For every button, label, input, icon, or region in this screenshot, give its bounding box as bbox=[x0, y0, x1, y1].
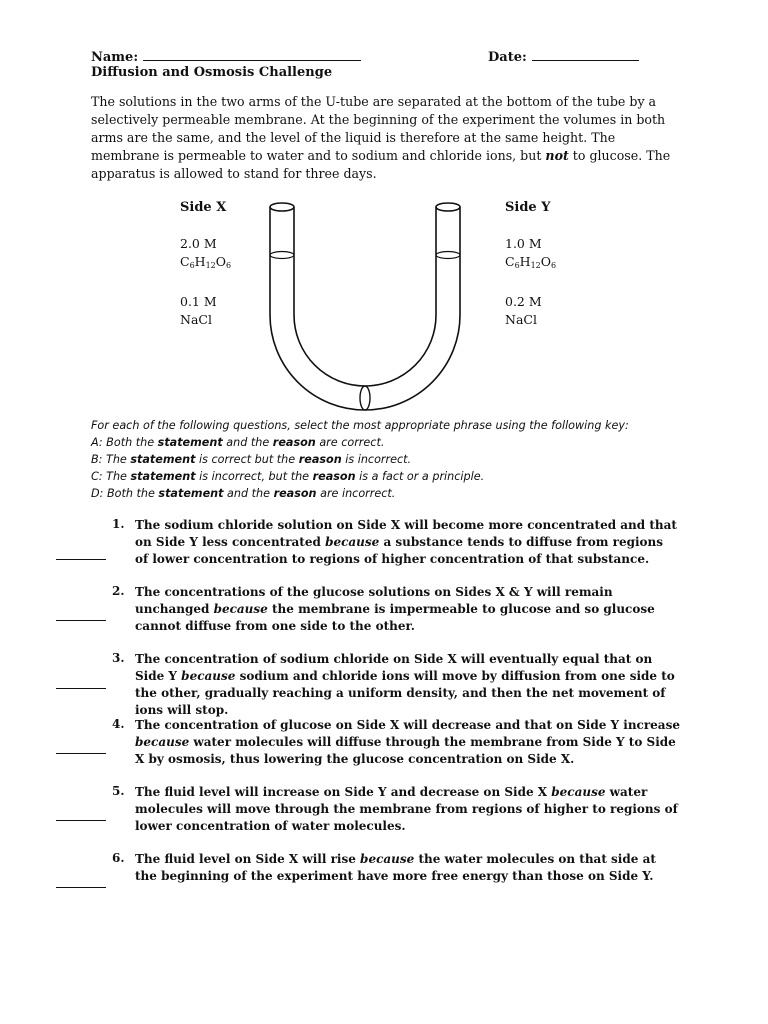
side-y-nacl-label: NaCl bbox=[505, 312, 537, 327]
right-arm-opening bbox=[436, 203, 460, 211]
question-number: 6. bbox=[112, 851, 125, 865]
name-label: Name: bbox=[91, 50, 139, 65]
side-x-nacl-label: NaCl bbox=[180, 312, 212, 327]
name-blank[interactable] bbox=[143, 48, 361, 61]
key-option-d: D: Both the statement and the reason are incorrect. bbox=[91, 487, 396, 500]
answer-blank-6[interactable] bbox=[56, 887, 106, 888]
question-number: 2. bbox=[112, 584, 125, 598]
question-text: The concentrations of the glucose solutions on Sides X & Y will remain unchanged because the membrane is impermeable to glucose and so glucose cannot diffuse from one side to the other. bbox=[135, 585, 655, 633]
intro-text-2: to glucose. The apparatus is allowed to stand for three days. bbox=[91, 148, 671, 181]
page-title: Diffusion and Osmosis Challenge bbox=[91, 65, 333, 80]
left-liquid-level bbox=[270, 252, 294, 259]
answer-blank-2[interactable] bbox=[56, 620, 106, 621]
u-tube-outer-wall bbox=[270, 207, 460, 410]
side-x-info bbox=[180, 235, 231, 329]
side-x-glucose-conc: 2.0 M bbox=[180, 236, 217, 251]
question-text: The fluid level will increase on Side Y and decrease on Side X because water molecules will move through the membrane from regions of higher to regions of lower concentration of water molecules. bbox=[135, 785, 678, 833]
answer-blank-1[interactable] bbox=[56, 559, 106, 560]
intro-emphasis: not bbox=[545, 148, 569, 163]
membrane bbox=[360, 386, 370, 410]
date-field[interactable] bbox=[488, 46, 639, 65]
side-x-label: Side X bbox=[180, 200, 227, 215]
question-number: 5. bbox=[112, 784, 125, 798]
question-text: The fluid level on Side X will rise because the water molecules on that side at the beginning of the experiment have more free energy than those on Side Y. bbox=[135, 852, 656, 883]
key-option-a: A: Both the statement and the reason are correct. bbox=[91, 436, 385, 449]
side-y-label: Side Y bbox=[505, 200, 551, 215]
left-arm-opening bbox=[270, 203, 294, 211]
answer-blank-5[interactable] bbox=[56, 820, 106, 821]
answer-blank-4[interactable] bbox=[56, 753, 106, 754]
answer-blank-3[interactable] bbox=[56, 688, 106, 689]
question-text: The concentration of glucose on Side X will decrease and that on Side Y increase because water molecules will diffuse through the membrane from Side Y to Side X by osmosis, thus lowering the glucose concentration on Side X. bbox=[135, 718, 680, 766]
u-tube-diagram bbox=[250, 195, 480, 415]
intro-text-1: The solutions in the two arms of the U-tube are separated at the bottom of the tube by a selectively permeable membrane. At the beginning of the experiment the volumes in both arms are the same, and the level of the liquid is therefore at the same height. The membrane is permeable to water and to sodium and chloride ions, but bbox=[91, 94, 666, 163]
right-liquid-level bbox=[436, 252, 460, 259]
key-option-b: B: The statement is correct but the reason is incorrect. bbox=[91, 453, 412, 466]
question-number: 4. bbox=[112, 717, 125, 731]
key-intro: For each of the following questions, select the most appropriate phrase using the following key: bbox=[91, 419, 629, 432]
date-label: Date: bbox=[488, 50, 527, 65]
side-y-glucose-formula: $C_6H_{12}O_6$ bbox=[505, 254, 557, 270]
u-tube-inner-wall bbox=[294, 207, 436, 386]
side-y-glucose-conc: 1.0 M bbox=[505, 236, 542, 251]
side-y-info bbox=[505, 235, 556, 329]
question-number: 1. bbox=[112, 517, 125, 531]
question-text: The sodium chloride solution on Side X will become more concentrated and that on Side Y less concentrated because a substance tends to diffuse from regions of lower concentration to regions of higher concentration of that substance. bbox=[135, 518, 677, 566]
name-field[interactable] bbox=[91, 46, 361, 65]
key-option-c: C: The statement is incorrect, but the reason is a fact or a principle. bbox=[91, 470, 485, 483]
question-number: 3. bbox=[112, 651, 125, 665]
side-x-nacl-conc: 0.1 M bbox=[180, 294, 217, 309]
question-text: The concentration of sodium chloride on Side X will eventually equal that on Side Y because sodium and chloride ions will move by diffusion from one side to the other, gradually reaching a uniform density, and then the net movement of ions will stop. bbox=[135, 652, 675, 717]
intro-paragraph bbox=[91, 93, 681, 183]
side-x-glucose-formula: $C_6H_{12}O_6$ bbox=[180, 254, 232, 270]
side-y-nacl-conc: 0.2 M bbox=[505, 294, 542, 309]
answer-key bbox=[91, 417, 691, 502]
date-blank[interactable] bbox=[532, 48, 639, 61]
